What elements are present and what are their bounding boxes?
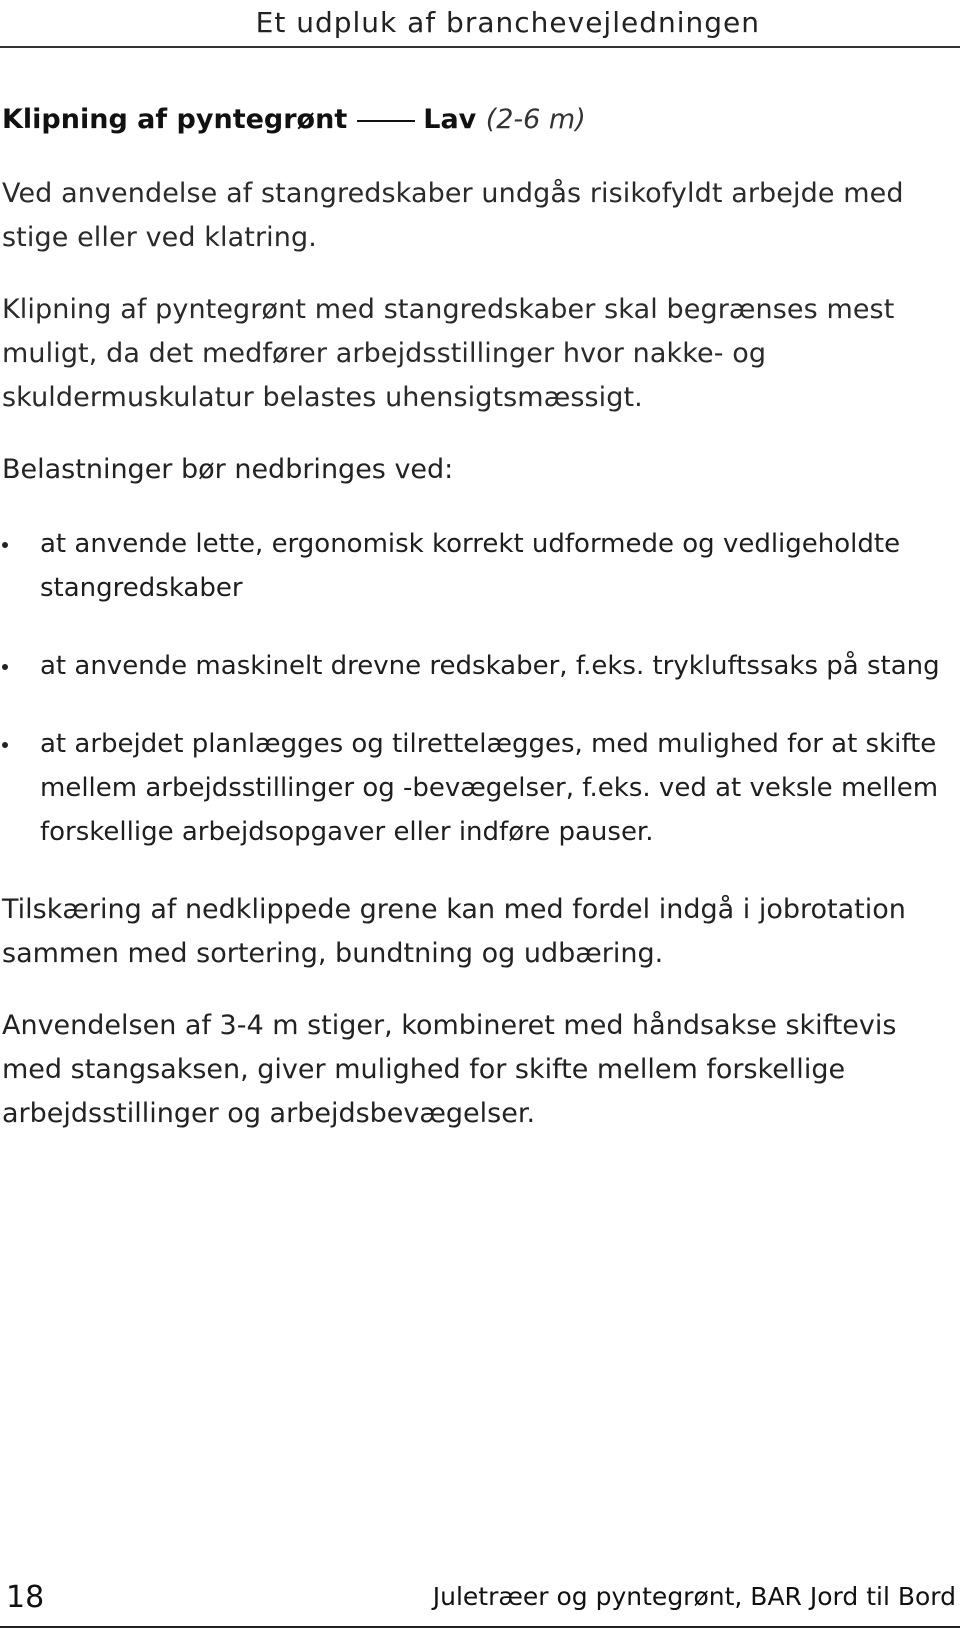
paragraph-pole-tools-limit: Klipning af pyntegrønt med stangredskaber skal begrænses mest muligt, da det medfører arbejdsstillinger hvor nakke- og skuldermuskulatur belastes uhensigtsmæssigt. xyxy=(2,294,895,413)
header-divider xyxy=(0,46,960,48)
paragraph-ladder-avoidance: Ved anvendelse af stangredskaber undgås risikofyldt arbejde med stige eller ved klatring. xyxy=(2,178,904,253)
page-footer xyxy=(0,1580,960,1629)
list-item xyxy=(2,722,952,854)
page-content xyxy=(2,100,952,1164)
section-heading-range: (2-6 m) xyxy=(485,104,586,135)
list-item-text: at arbejdet planlægges og tilrettelægges, med mulighed for at skifte mellem arbejdsstillinger og -bevægelser, f.eks. ved at veksle mellem forskellige arbejdsopgaver eller indføre pauser. xyxy=(40,729,939,847)
page-number: 18 xyxy=(6,1580,45,1615)
bullet-icon xyxy=(2,664,8,670)
list-item xyxy=(2,644,952,688)
running-head xyxy=(0,0,960,46)
section-heading-main: Klipning af pyntegrønt xyxy=(2,104,348,135)
section-heading xyxy=(2,100,952,140)
running-head-title: Et udpluk af branchevejledningen xyxy=(255,6,760,39)
paragraph-job-rotation: Tilskæring af nedklippede grene kan med fordel indgå i jobrotation sammen med sortering, bundtning og udbæring. xyxy=(2,894,906,969)
list-intro: Belastninger bør nedbringes ved: xyxy=(2,454,454,485)
list-item xyxy=(2,522,952,610)
heading-dash xyxy=(357,120,415,122)
paragraph-ladder-combination: Anvendelsen af 3-4 m stiger, kombineret med håndsakse skiftevis med stangsaksen, giver mulighed for skifte mellem forskellige arbejdsstillinger og arbejdsbevægelser. xyxy=(2,1010,897,1129)
list-item-text: at anvende lette, ergonomisk korrekt udformede og vedligeholdte stangredskaber xyxy=(40,529,901,603)
section-heading-level: Lav xyxy=(423,104,477,135)
footer-divider xyxy=(0,1626,960,1628)
bullet-icon xyxy=(2,542,8,548)
bullet-icon xyxy=(2,742,8,748)
list-item-text: at anvende maskinelt drevne redskaber, f.eks. trykluftssaks på stang xyxy=(40,651,940,681)
recommendation-list xyxy=(2,522,952,854)
publication-title: Juletræer og pyntegrønt, BAR Jord til Bord xyxy=(432,1582,956,1611)
